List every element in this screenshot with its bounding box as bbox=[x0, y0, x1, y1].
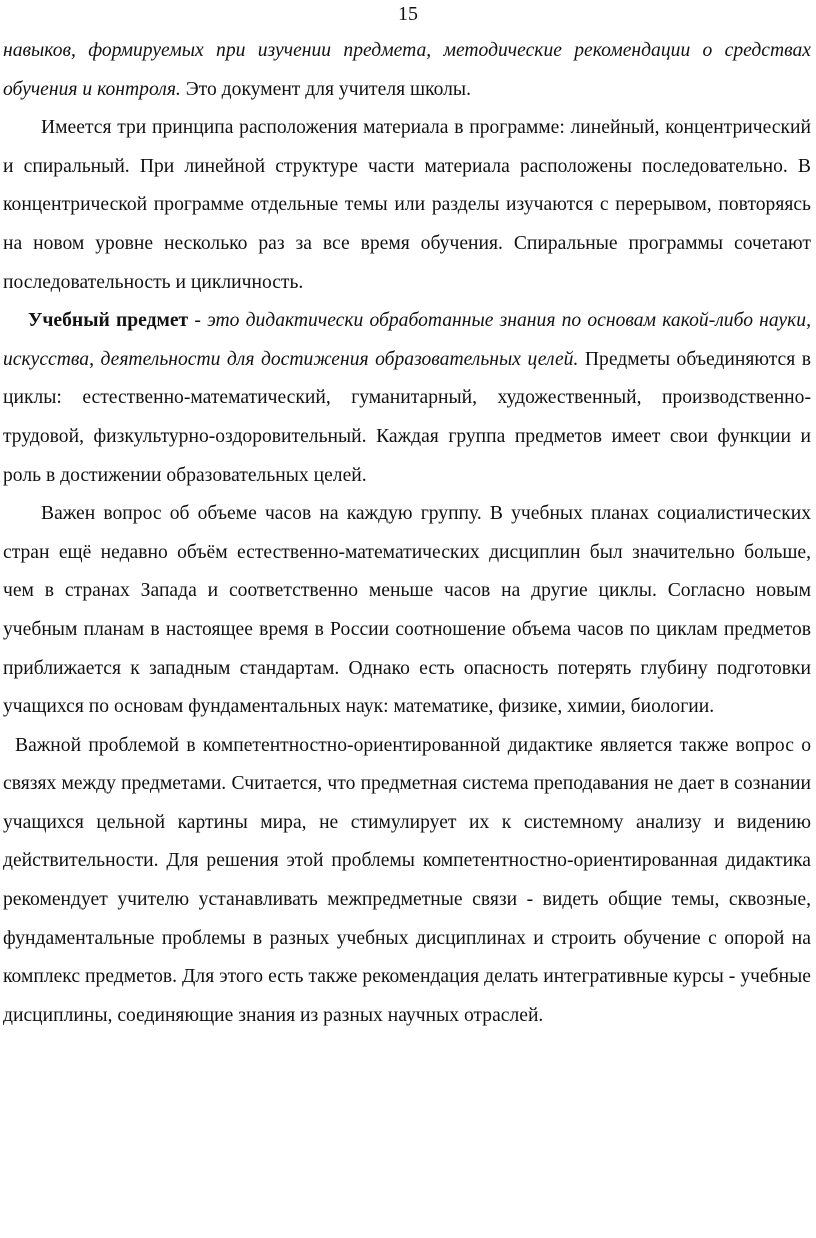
paragraph-4 bbox=[3, 495, 811, 727]
paragraph-1 bbox=[3, 32, 811, 109]
paragraph-3 bbox=[3, 302, 811, 495]
paragraph-text: Имеется три принципа расположения материала в программе: линейный, концентрический и спиральный. При линейной структуре части материала расположены последовательно. В концентрической программе отдельные темы или разделы изучаются с перерывом, повторяясь на новом уровне несколько раз за все время обучения. Спиральные программы сочетают последовательность и цикличность. bbox=[3, 117, 811, 293]
paragraph-2 bbox=[3, 109, 811, 302]
term-definition: это дидактически обработанные знания по основам какой-либо науки, искусства, деятельности для достижения образовательных целей. bbox=[3, 310, 811, 370]
paragraph-text: Предметы объединяются в циклы: естественно-математический, гуманитарный, художественный, производственно-трудовой, физкультурно-оздоровительный. Каждая группа предметов имеет свои функции и роль в достижении образовательных целей. bbox=[3, 348, 811, 486]
paragraph-text: Важной проблемой в компетентностно-ориентированной дидактике является также вопрос о связях между предметами. Считается, что предметная система преподавания не дает в сознании учащихся цельной картины мира, не стимулирует их к системному анализу и видению действительности. Для решения этой проблемы компетентностно-ориентированная дидактика рекомендует учителю устанавливать межпредметные связи - видеть общие темы, сквозные, фундаментальные проблемы в разных учебных дисциплинах и строить обучение с опорой на комплекс предметов. Для этого есть также рекомендация делать интегративные курсы - учебные дисциплины, соединяющие знания из разных научных отраслей. bbox=[3, 734, 811, 1026]
paragraph-text: Важен вопрос об объеме часов на каждую группу. В учебных планах социалистических стран ещё недавно объём естественно-математических дисциплин был значительно больше, чем в странах Запада и соответственно меньше часов на другие циклы. Согласно новым учебным планам в настоящее время в России соотношение объема часов по циклам предметов приближается к западным стандартам. Однако есть опасность потерять глубину подготовки учащихся по основам фундаментальных наук: математике, физике, химии, биологии. bbox=[3, 503, 811, 718]
paragraph-5 bbox=[3, 727, 811, 1036]
paragraph-text: Это документ для учителя школы. bbox=[180, 78, 471, 100]
body-text bbox=[3, 32, 811, 1035]
dash-separator: - bbox=[188, 310, 208, 332]
italic-text: навыков, формируемых при изучении предмета, методические рекомендации о средствах обучения и контроля. bbox=[3, 40, 811, 100]
page-number: 15 bbox=[398, 3, 418, 25]
term-heading: Учебный предмет bbox=[28, 310, 189, 332]
